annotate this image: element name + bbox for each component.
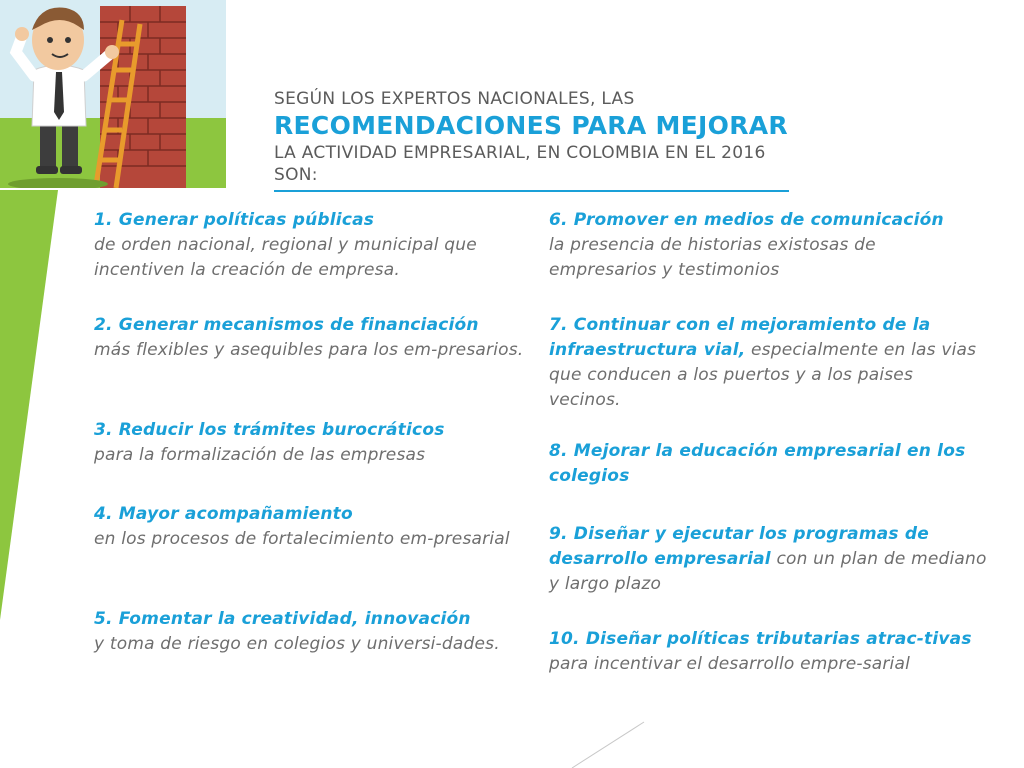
recommendation-8 — [549, 439, 989, 489]
recommendation-title: 10. Diseñar políticas tributarias atrac-tivas — [549, 629, 972, 649]
recommendation-body: más flexibles y asequibles para los em-presarios. — [94, 340, 524, 360]
heading-underline — [274, 190, 789, 192]
recommendation-body: para la formalización de las empresas — [94, 445, 426, 465]
recommendation-10 — [549, 627, 989, 677]
businessman-ladder-wall-illustration — [0, 0, 226, 188]
recommendation-title: 1. Generar políticas públicas — [94, 210, 375, 230]
recommendation-body: la presencia de historias existosas de empresarios y testimonios — [549, 235, 876, 280]
page-heading — [274, 88, 794, 192]
recommendation-title: 6. Promover en medios de comunicación — [549, 210, 944, 230]
recommendation-1 — [94, 208, 534, 283]
recommendation-4 — [94, 502, 534, 552]
heading-line-2: RECOMENDACIONES PARA MEJORAR — [274, 111, 788, 140]
recommendation-6 — [549, 208, 989, 283]
recommendation-2 — [94, 313, 534, 363]
heading-line-3: LA ACTIVIDAD EMPRESARIAL, EN COLOMBIA EN EL 2016 SON: — [274, 143, 766, 185]
recommendation-3 — [94, 418, 534, 468]
recommendation-title: 7. Continuar con el mejoramiento de la infraestructura vial, — [549, 315, 931, 360]
recommendation-title: 4. Mayor acompañamiento — [94, 504, 353, 524]
recommendation-title: 2. Generar mecanismos de financiación — [94, 315, 479, 335]
recommendation-body: en los procesos de fortalecimiento em-presarial — [94, 529, 510, 549]
recommendation-9 — [549, 522, 989, 597]
recommendation-title: 3. Reducir los trámites burocráticos — [94, 420, 445, 440]
recommendation-body: especialmente en las vias que conducen a los puertos y a los paises vecinos. — [549, 340, 977, 410]
recommendation-body: de orden nacional, regional y municipal que incentiven la creación de empresa. — [94, 235, 477, 280]
recommendation-title: 8. Mejorar la educación empresarial en los colegios — [549, 441, 966, 486]
recommendation-7 — [549, 313, 989, 413]
recommendation-title: 9. Diseñar y ejecutar los programas de desarrollo empresarial — [549, 524, 929, 569]
recommendation-title: 5. Fomentar la creatividad, innovación — [94, 609, 471, 629]
recommendation-body: con un plan de mediano y largo plazo — [549, 549, 987, 594]
recommendation-body: para incentivar el desarrollo empre-sarial — [549, 654, 911, 674]
recommendation-body: y toma de riesgo en colegios y universi-dades. — [94, 634, 500, 654]
heading-line-1: SEGÚN LOS EXPERTOS NACIONALES, LAS — [274, 89, 635, 109]
recommendation-5 — [94, 607, 534, 657]
